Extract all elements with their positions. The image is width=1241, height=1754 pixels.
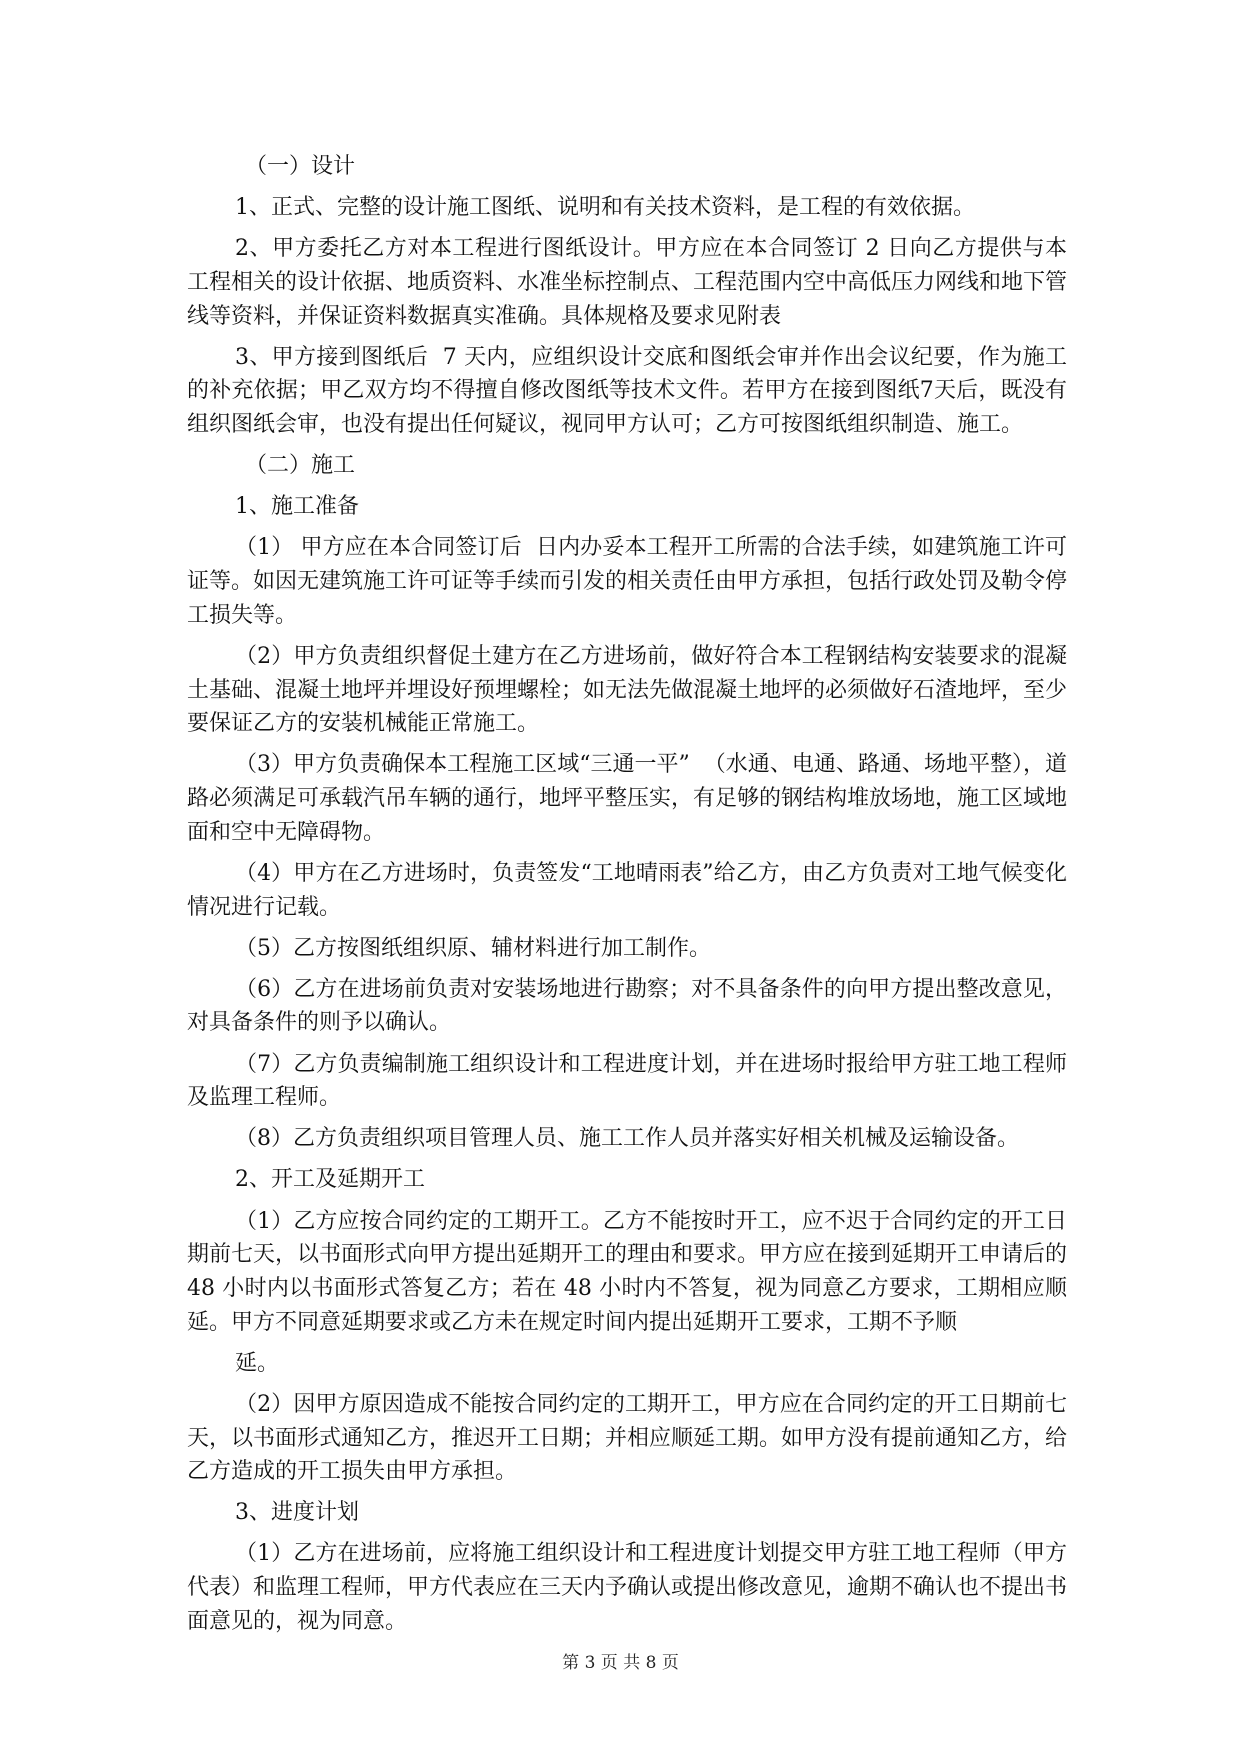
paragraph: 3、甲方接到图纸后 7 天内，应组织设计交底和图纸会审并作出会议纪要，作为施工的补充依据；甲乙双方均不得擅自修改图纸等技术文件。若甲方在接到图纸7天后，既没有组织图纸会审，也没有提出任何疑议，视同甲方认可；乙方可按图纸组织制造、施工。 [187,344,1068,438]
paragraph: （2）甲方负责组织督促土建方在乙方进场前，做好符合本工程钢结构安装要求的混凝土基础、混凝土地坪并埋设好预埋螺栓；如无法先做混凝土地坪的必须做好石渣地坪，至少要保证乙方的安装机械能正常施工。 [187,643,1068,737]
subsection-heading: 1、施工准备 [235,494,359,520]
paragraph: （5）乙方按图纸组织原、辅材料进行加工制作。 [235,935,711,961]
paragraph: （7）乙方负责编制施工组织设计和工程进度计划，并在进场时报给甲方驻工地工程师及监理工程师。 [187,1051,1067,1111]
paragraph: （1） 甲方应在本合同签订后 日内办妥本工程开工所需的合法手续，如建筑施工许可证等。如因无建筑施工许可证等手续而引发的相关责任由甲方承担，包括行政处罚及勒令停工损失等。 [187,535,1068,628]
paragraph: （4）甲方在乙方进场时，负责签发“工地晴雨表”给乙方，由乙方负责对工地气候变化情况进行记载。 [187,860,1067,920]
subsection-heading: 3、进度计划 [235,1500,359,1526]
paragraph: 1、正式、完整的设计施工图纸、说明和有关技术资料，是工程的有效依据。 [235,195,975,221]
document-body [187,150,1075,1646]
section-heading-design: （一）设计 [245,154,356,179]
subsection-heading: 2、开工及延期开工 [235,1167,425,1193]
section-heading-construction: （二）施工 [245,453,356,479]
paragraph: （1）乙方在进场前，应将施工组织设计和工程进度计划提交甲方驻工地工程师（甲方代表）和监理工程师，甲方代表应在三天内予确认或提出修改意见，逾期不确认也不提出书面意见的，视为同意。 [187,1541,1068,1634]
paragraph: （8）乙方负责组织项目管理人员、施工工作人员并落实好相关机械及运输设备。 [235,1126,1019,1152]
paragraph: （2）因甲方原因造成不能按合同约定的工期开工，甲方应在合同约定的开工日期前七天，以书面形式通知乙方，推迟开工日期；并相应顺延工期。如甲方没有提前通知乙方，给乙方造成的开工损失由甲方承担。 [187,1391,1068,1485]
paragraph: （6）乙方在进场前负责对安装场地进行勘察；对不具备条件的向甲方提出整改意见，对具备条件的则予以确认。 [187,976,1067,1036]
page-footer: 第 3 页 共 8 页 [562,1653,679,1673]
paragraph: 2、甲方委托乙方对本工程进行图纸设计。甲方应在本合同签订 2 日向乙方提供与本工程相关的设计依据、地质资料、水准坐标控制点、工程范围内空中高低压力网线和地下管线等资料，并保证资料数据真实准确。具体规格及要求见附表 [187,236,1068,329]
paragraph: 延。 [235,1350,280,1376]
paragraph: （3）甲方负责确保本工程施工区域“三通一平” （水通、电通、路通、场地平整），道路必须满足可承载汽吊车辆的通行，地坪平整压实，有足够的钢结构堆放场地，施工区域地面和空中无障碍物。 [187,752,1068,845]
paragraph: （1）乙方应按合同约定的工期开工。乙方不能按时开工，应不迟于合同约定的开工日期前七天，以书面形式向甲方提出延期开工的理由和要求。甲方应在接到延期开工申请后的 48 小时内以书面形式答复乙方；若在 48 小时内不答复，视为同意乙方要求，工期相应顺延。甲方不同意延期要求或乙方未在规定时间内提出延期开工要求，工期不予顺 [187,1208,1075,1335]
